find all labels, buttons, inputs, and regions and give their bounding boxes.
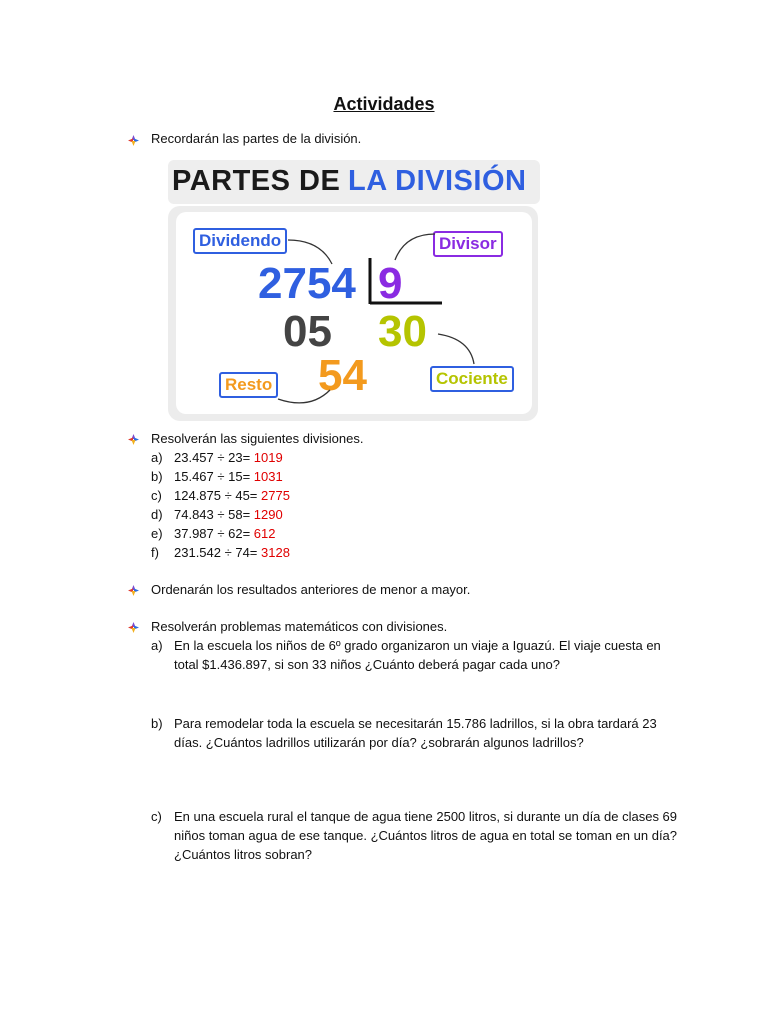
bullet-icon [128, 135, 139, 146]
task1-item-label: a) [151, 450, 163, 465]
task3-intro: Resolverán problemas matemáticos con divisiones. [151, 619, 448, 634]
task1-item [174, 545, 290, 560]
dividend-number: 2754 [258, 259, 356, 308]
dividendo-label: Dividendo [193, 228, 287, 254]
task1-item-label: b) [151, 469, 163, 484]
resto-label: Resto [219, 372, 278, 398]
problem-line: En una escuela rural el tanque de agua tiene 2500 litros, si durante un día de clases 69 [174, 809, 678, 824]
partial-remainder: 05 [283, 307, 332, 356]
task1-expr: 231.542 ÷ 74= [174, 545, 258, 560]
bullet-icon [128, 622, 139, 633]
problem-label: a) [151, 638, 163, 653]
task1-answer: 612 [253, 526, 276, 541]
task1-item [174, 450, 283, 465]
task1-item-label: e) [151, 526, 163, 541]
division-bracket-and-arrows [160, 154, 545, 426]
problem-line: niños toman agua de ese tanque. ¿Cuántos litros de agua en total se toman en un día? [174, 828, 678, 843]
task1-item [174, 507, 283, 522]
task1-answer: 1031 [253, 469, 283, 484]
task1-item-label: d) [151, 507, 163, 522]
task1-intro: Resolverán las siguientes divisiones. [151, 431, 364, 446]
task1-expr: 37.987 ÷ 62= [174, 526, 251, 541]
problem-line: Para remodelar toda la escuela se necesitarán 15.786 ladrillos, si la obra tardará 23 [174, 716, 657, 731]
task1-answer: 2775 [261, 488, 290, 503]
task1-item [174, 488, 290, 503]
task1-expr: 74.843 ÷ 58= [174, 507, 251, 522]
problem-line: total $1.436.897, si son 33 niños ¿Cuánto deberá pagar cada uno? [174, 657, 560, 672]
cociente-label: Cociente [430, 366, 514, 392]
infographic-title-part1: PARTES DE [172, 165, 341, 197]
page-title: Actividades [333, 94, 435, 114]
remainder-number: 54 [318, 351, 367, 400]
problem-line: días. ¿Cuántos ladrillos utilizarán por día? ¿sobrarán algunos ladrillos? [174, 735, 584, 750]
task1-answer: 3128 [261, 545, 290, 560]
task1-expr: 23.457 ÷ 23= [174, 450, 251, 465]
task1-item [174, 469, 283, 484]
infographic-title-part2: LA DIVISIÓN [348, 165, 527, 197]
divisor-label: Divisor [433, 231, 503, 257]
task1-expr: 15.467 ÷ 15= [174, 469, 251, 484]
task1-item-label: c) [151, 488, 162, 503]
bullet-icon [128, 434, 139, 445]
divisor-number: 9 [378, 259, 403, 308]
task1-answer: 1019 [253, 450, 283, 465]
task1-item [174, 526, 276, 541]
task1-expr: 124.875 ÷ 45= [174, 488, 258, 503]
task1-item-label: f) [151, 545, 159, 560]
quotient-number: 30 [378, 307, 427, 356]
bullet-icon [128, 585, 139, 596]
intro-text: Recordarán las partes de la división. [151, 131, 362, 146]
task1-answer: 1290 [253, 507, 283, 522]
division-parts-infographic [160, 154, 545, 426]
problem-line: En la escuela los niños de 6º grado organizaron un viaje a Iguazú. El viaje cuesta en [174, 638, 661, 653]
problem-label: b) [151, 716, 163, 731]
task2-text: Ordenarán los resultados anteriores de menor a mayor. [151, 582, 471, 597]
problem-line: ¿Cuántos litros sobran? [174, 847, 313, 862]
problem-label: c) [151, 809, 162, 824]
